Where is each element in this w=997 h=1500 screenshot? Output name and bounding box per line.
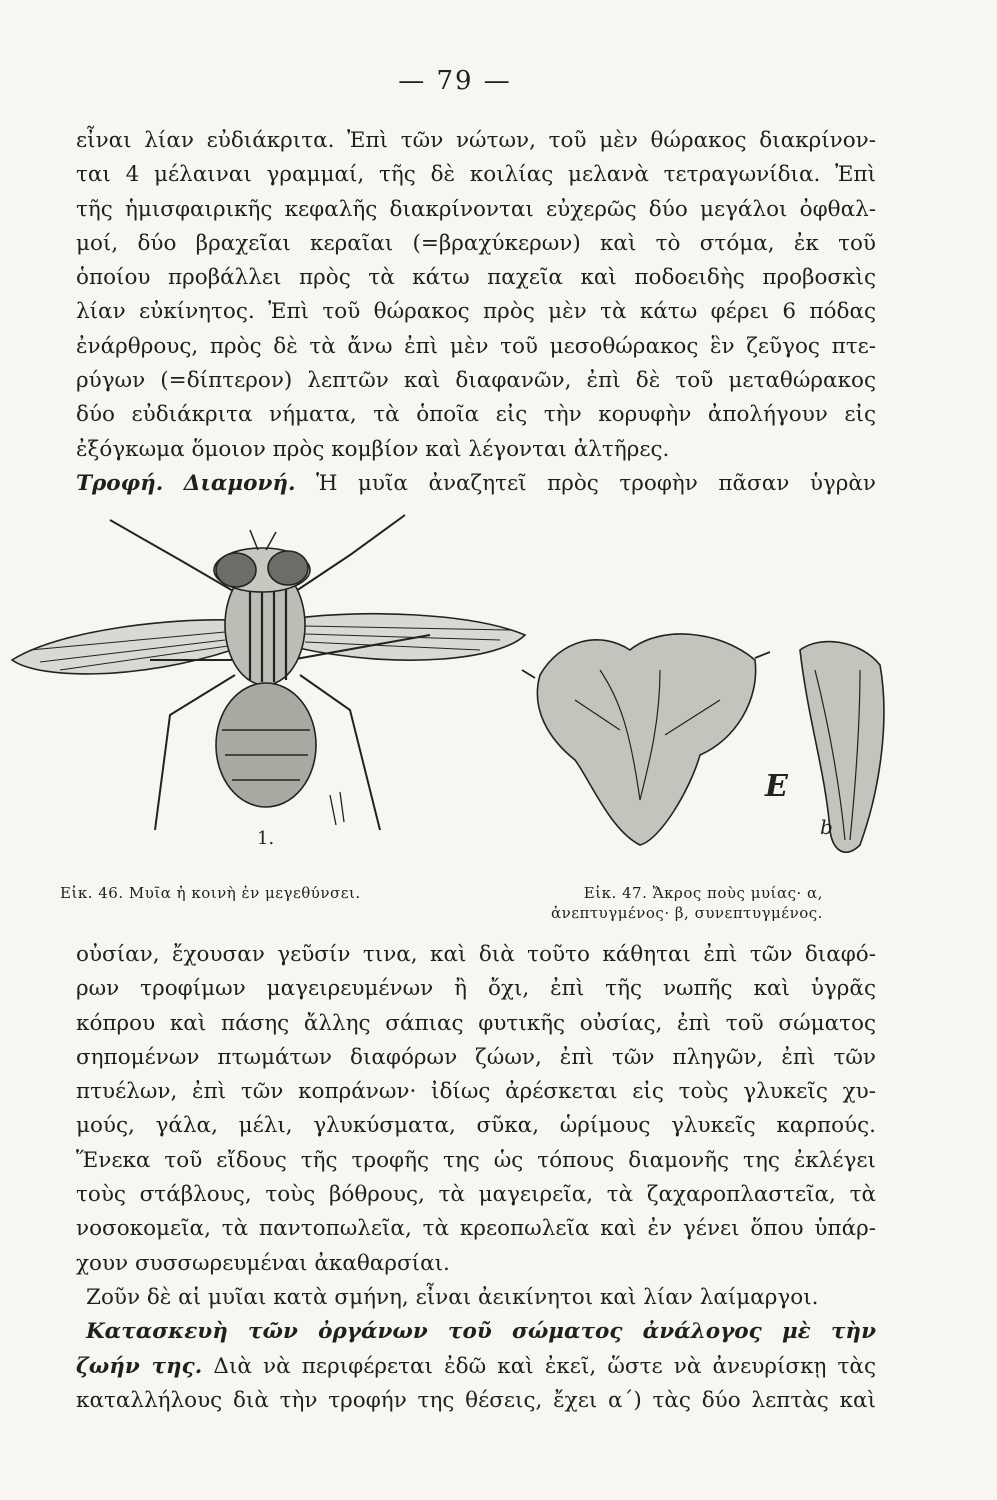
section-heading-line2 [76, 1350, 876, 1384]
page-number: — 79 — [398, 66, 512, 96]
fly-foot-folded [800, 642, 884, 853]
fig47-label-E: E [765, 769, 788, 804]
text-line: νοσοκομεῖα, τὰ παντοπωλεῖα, τὰ κρεοπωλεῖα καὶ ἐν γένει ὅπου ὑπάρ- [76, 1216, 876, 1242]
fig47-label-b: b [820, 815, 833, 839]
heading-food: Τροφή. [76, 470, 164, 496]
bottom-paragraph [76, 938, 876, 1418]
section-line-text: Διὰ νὰ περιφέρεται ἐδῶ καὶ ἐκεῖ, ὥστε νὰ ἀνευρίσκῃ τὰς [213, 1353, 876, 1379]
caption-fig46: Εἰκ. 46. Μυῖα ἡ κοινὴ ἐν μεγεθύνσει. [60, 884, 361, 902]
text-line: ὁποίου προβάλλει πρὸς τὰ κάτω παχεῖα καὶ ποδοειδὴς προβοσκὶς [76, 265, 876, 291]
caption-fig47 [551, 883, 823, 923]
text-line: ἐξόγκωμα ὅμοιον πρὸς κομβίον καὶ λέγονται ἀλτῆρες. [76, 436, 670, 462]
text-line: ρων τροφίμων μαγειρευμένων ἢ ὄχι, ἐπὶ τῆς νωπῆς καὶ ὑγρᾶς [76, 976, 876, 1002]
section-heading-end: ζωήν της. [76, 1353, 203, 1379]
text-line: μοί, δύο βραχεῖαι κεραῖαι (=βραχύκερων) καὶ τὸ στόμα, ἐκ τοῦ [76, 230, 876, 256]
text-line: πτυέλων, ἐπὶ τῶν κοπράνων· ἰδίως ἀρέσκεται εἰς τοὺς γλυκεῖς χυ- [76, 1079, 876, 1105]
text-line: τῆς ἡμισφαιρικῆς κεφαλῆς διακρίνονται εὐχερῶς δύο μεγάλοι ὀφθαλ- [76, 196, 876, 222]
fig46-label: 1. [257, 828, 275, 849]
text-line: εἶναι λίαν εὐδιάκριτα. Ἐπὶ τῶν νώτων, τοῦ μὲν θώρακος διακρίνον- [76, 128, 876, 153]
figures-area [0, 500, 997, 900]
heading-line-text: Ἡ μυῖα ἀναζητεῖ πρὸς τροφὴν πᾶσαν ὑγρὰν [316, 470, 876, 496]
text-line: ται 4 μέλαιναι γραμμαί, τῆς δὲ κοιλίας μελανὰ τετραγωνίδια. Ἐπὶ [76, 162, 876, 188]
text-line: οὐσίαν, ἔχουσαν γεῦσίν τινα, καὶ διὰ τοῦτο κάθηται ἐπὶ τῶν διαφό- [76, 942, 876, 967]
fly-foot-expanded [522, 634, 770, 845]
caption-fig47-line1: Εἰκ. 47. Ἄκρος ποὺς μυίας· α, [583, 884, 823, 902]
text-line: ἐνάρθρους, πρὸς δὲ τὰ ἄνω ἐπὶ μὲν τοῦ μεσοθώρακος ἓν ζεῦγος πτε- [76, 333, 876, 359]
text-line: Ἕνεκα τοῦ εἴδους τῆς τροφῆς της ὡς τόπους διαμονῆς της ἐκλέγει [76, 1147, 876, 1173]
fly-eye-left [216, 553, 256, 587]
text-line: κόπρου καὶ πάσης ἄλλης σάπιας φυτικῆς οὐσίας, ἐπὶ τοῦ σώματος [76, 1010, 876, 1036]
text-line: μούς, γάλα, μέλι, γλυκύσματα, σῦκα, ὡρίμους γλυκεῖς καρπούς. [76, 1113, 876, 1139]
text-line: Ζοῦν δὲ αἱ μυῖαι κατὰ σμήνη, εἶναι ἀεικίνητοι καὶ λίαν λαίμαργοι. [86, 1284, 819, 1310]
text-line: δύο εὐδιάκριτα νήματα, τὰ ὁποῖα εἰς τὴν κορυφὴν ἀπολήγουν εἰς [76, 402, 876, 428]
fly-abdomen [216, 683, 316, 807]
fly-eye-right [268, 551, 308, 585]
left-wing [12, 620, 232, 674]
housefly-figure [12, 515, 525, 830]
heading-line [76, 467, 876, 501]
caption-fig47-line2: ἀνεπτυγμένος· β, συνεπτυγμένος. [551, 904, 823, 922]
text-line: τοὺς στάβλους, τοὺς βόθρους, τὰ μαγειρεῖα, τὰ ζαχαροπλαστεῖα, τὰ [76, 1182, 876, 1208]
text-line: ρύγων (=δίπτερον) λεπτῶν καὶ διαφανῶν, ἐπὶ δὲ τοῦ μεταθώρακος [76, 368, 876, 394]
fly-illustrations [0, 500, 997, 900]
text-line: καταλλήλους διὰ τὴν τροφήν της θέσεις, ἔχει α΄) τὰς δύο λεπτὰς καὶ [76, 1387, 876, 1413]
heading-habitat: Διαμονή. [183, 470, 296, 496]
text-line: σηπομένων πτωμάτων διαφόρων ζώων, ἐπὶ τῶν πληγῶν, ἐπὶ τῶν [76, 1044, 876, 1070]
text-line: λίαν εὐκίνητος. Ἐπὶ τοῦ θώρακος πρὸς μὲν τὰ κάτω φέρει 6 πόδας [76, 299, 876, 325]
top-paragraph [76, 124, 876, 501]
section-heading: Κατασκευὴ τῶν ὀργάνων τοῦ σώματος ἀνάλογος μὲ τὴν [86, 1319, 876, 1345]
text-line: χουν συσσωρευμέναι ἀκαθαρσίαι. [76, 1250, 450, 1276]
